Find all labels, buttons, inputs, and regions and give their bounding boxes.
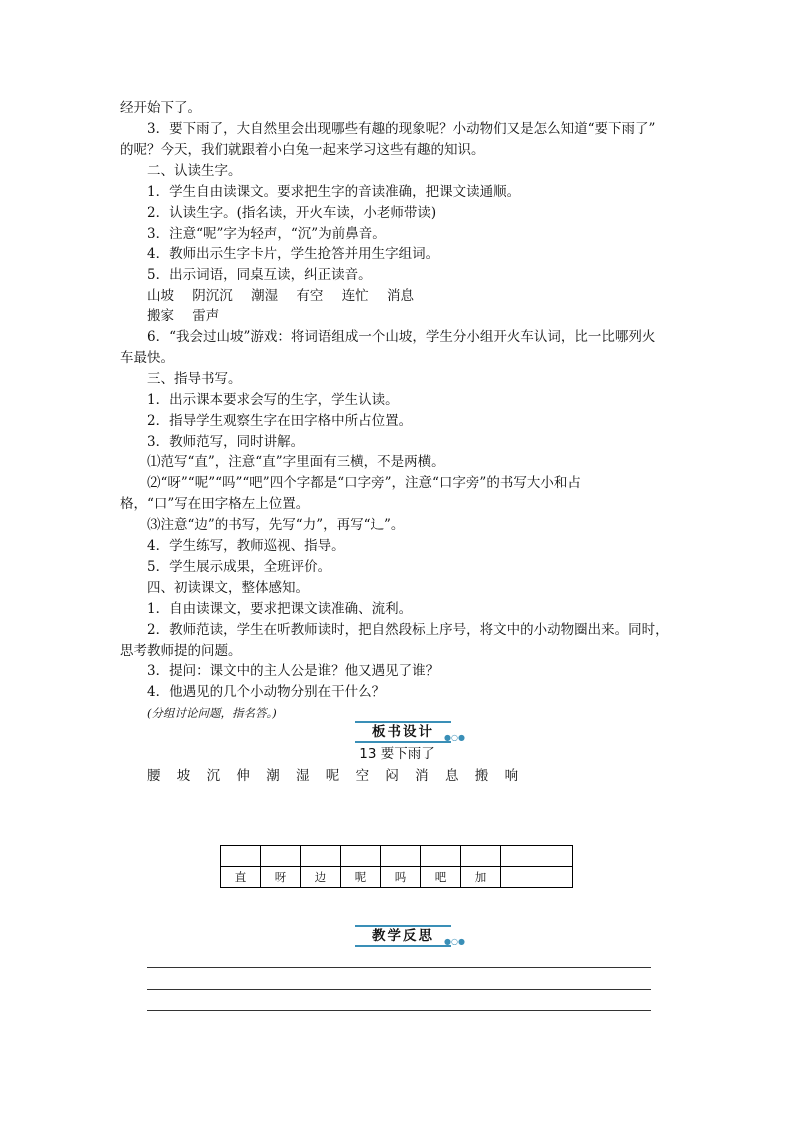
character: 息 bbox=[444, 768, 463, 784]
word: 消息 bbox=[386, 288, 414, 304]
character: 潮 bbox=[266, 768, 284, 784]
text-line: 3．要下雨了，大自然里会出现哪些有趣的现象呢？小动物们又是怎么知道“要下雨了” bbox=[147, 121, 656, 137]
reflection-heading bbox=[355, 925, 465, 947]
grid-cell bbox=[341, 846, 381, 867]
text-line: 四、初读课文，整体感知。 bbox=[147, 580, 309, 596]
heading-label: 板书设计 bbox=[372, 724, 434, 740]
text-line: 4．教师出示生字卡片，学生抢答并用生字组词。 bbox=[147, 246, 440, 262]
heading-label: 教学反思 bbox=[372, 928, 434, 944]
text-line: 的呢？今天，我们就跟着小白兔一起来学习这些有趣的知识。 bbox=[120, 142, 485, 158]
board-characters bbox=[147, 764, 526, 784]
grid-cell bbox=[421, 846, 461, 867]
text-line: 2．认读生字。(指名读，开火车读，小老师带读) bbox=[147, 205, 437, 221]
character: 闷 bbox=[385, 768, 403, 784]
text-line: 5．出示词语，同桌互读，纠正读音。 bbox=[147, 267, 372, 283]
text-line: ⑴范写“直”，注意“直”字里面有三横，不是两横。 bbox=[147, 454, 445, 470]
writing-grid bbox=[220, 845, 573, 888]
dots-decoration-icon: ●○● bbox=[444, 733, 465, 742]
text-line: 三、指导书写。 bbox=[147, 371, 242, 387]
grid-cell: 呢 bbox=[341, 867, 381, 888]
text-line: 3．注意“呢”字为轻声，“沉”为前鼻音。 bbox=[147, 226, 386, 242]
grid-cell bbox=[501, 867, 573, 888]
writing-line bbox=[147, 967, 651, 968]
grid-cell: 直 bbox=[221, 867, 261, 888]
text-line: ⑶注意“边”的书写，先写“力”，再写“辶”。 bbox=[147, 517, 405, 533]
text-line: 3．提问：课文中的主人公是谁？他又遇见了谁？ bbox=[147, 663, 440, 679]
grid-cell bbox=[221, 846, 261, 867]
character: 坡 bbox=[176, 768, 195, 784]
grid-cell bbox=[501, 846, 573, 867]
text-line: 二、认读生字。 bbox=[147, 163, 242, 179]
character: 响 bbox=[504, 768, 523, 784]
word: 阴沉沉 bbox=[192, 288, 233, 304]
board-title: 13 要下雨了 bbox=[359, 746, 435, 762]
text-line: 1．自由读课文，要求把课文读准确、流利。 bbox=[147, 601, 413, 617]
grid-cell: 吧 bbox=[421, 867, 461, 888]
text-line: 6．“我会过山坡”游戏：将词语组成一个山坡，学生分小组开火车认词，比一比哪列火 bbox=[147, 329, 656, 345]
board-design-heading bbox=[355, 721, 465, 743]
character: 呢 bbox=[325, 768, 344, 784]
text-line: 经开始下了。 bbox=[120, 100, 201, 116]
word: 有空 bbox=[296, 288, 324, 304]
character: 伸 bbox=[236, 768, 254, 784]
character: 搬 bbox=[474, 768, 493, 784]
grid-cell: 呀 bbox=[261, 867, 301, 888]
character: 沉 bbox=[206, 768, 225, 784]
dots-decoration-icon: ●○● bbox=[444, 937, 465, 946]
word: 雷声 bbox=[192, 308, 220, 324]
character: 湿 bbox=[295, 768, 314, 784]
text-line: 4．他遇见的几个小动物分别在干什么？ bbox=[147, 684, 386, 700]
text-line: 2．教师范读，学生在听教师读时，把自然段标上序号，将文中的小动物圈出来。同时， bbox=[147, 622, 669, 638]
text-line: 2．指导学生观察生字在田字格中所占位置。 bbox=[147, 413, 413, 429]
text-line: 1．学生自由读课文。要求把生字的音读准确，把课文读通顺。 bbox=[147, 184, 521, 200]
grid-row-characters bbox=[221, 867, 573, 888]
text-line: 4．学生练写，教师巡视、指导。 bbox=[147, 538, 345, 554]
grid-cell: 边 bbox=[301, 867, 341, 888]
word: 山坡 bbox=[147, 288, 174, 304]
grid-cell bbox=[301, 846, 341, 867]
text-line: 车最快。 bbox=[120, 350, 174, 366]
character: 消 bbox=[415, 768, 433, 784]
character: 空 bbox=[355, 768, 374, 784]
text-line: (分组讨论问题，指名答。) bbox=[147, 706, 277, 720]
text-line: 1．出示课本要求会写的生字，学生认读。 bbox=[147, 392, 399, 408]
grid-cell: 加 bbox=[461, 867, 501, 888]
word: 潮湿 bbox=[251, 288, 279, 304]
text-line: 思考教师提的问题。 bbox=[120, 643, 242, 659]
grid-row-empty bbox=[221, 846, 573, 867]
grid-cell bbox=[381, 846, 421, 867]
text-line: 格，“口”写在田字格左上位置。 bbox=[120, 496, 310, 512]
writing-line bbox=[147, 1010, 651, 1011]
word: 搬家 bbox=[147, 308, 174, 324]
grid-cell bbox=[261, 846, 301, 867]
word: 连忙 bbox=[341, 288, 369, 304]
writing-line bbox=[147, 989, 651, 990]
character: 腰 bbox=[147, 768, 165, 784]
word-list-row-1 bbox=[147, 286, 428, 306]
word-list-row-2 bbox=[147, 306, 233, 326]
text-line: 3．教师范写，同时讲解。 bbox=[147, 434, 305, 450]
text-line: 5．学生展示成果，全班评价。 bbox=[147, 559, 332, 575]
grid-cell: 吗 bbox=[381, 867, 421, 888]
text-line: ⑵“呀”“呢”“吗”“吧”四个字都是“口字旁”，注意“口字旁”的书写大小和占 bbox=[147, 475, 581, 491]
grid-cell bbox=[461, 846, 501, 867]
